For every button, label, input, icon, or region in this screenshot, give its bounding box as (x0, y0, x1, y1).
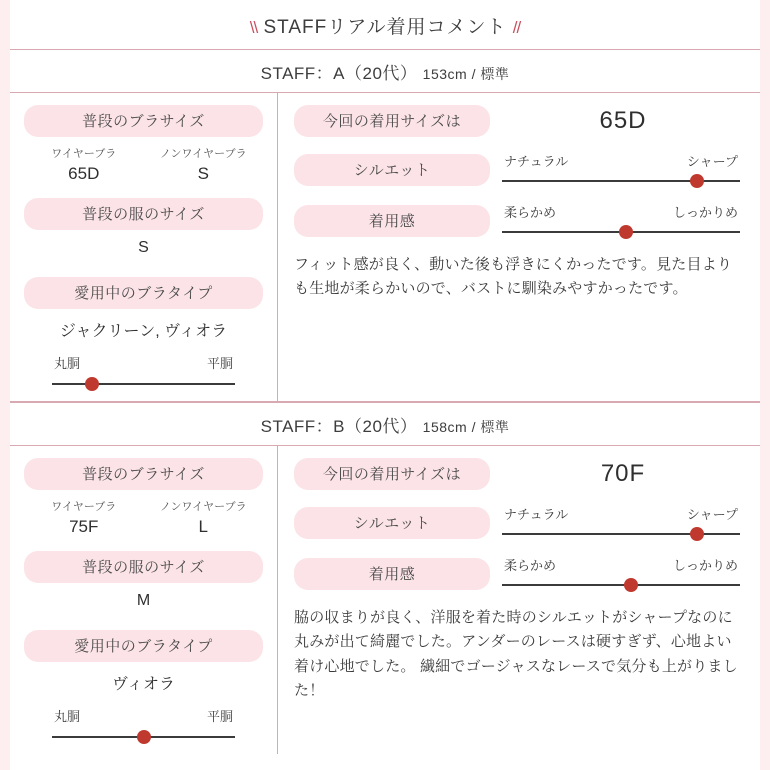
staff-a-comment: フィット感が良く、動いた後も浮きにくかったです。見た目よりも生地が柔らかいので、バストに馴染みやすかったです。 (294, 256, 733, 298)
staff-b-feel-slider (502, 555, 746, 592)
worn-size-label: 今回の着用サイズは (294, 105, 490, 137)
staff-a-clothes-size-value: S (138, 239, 149, 256)
staff-a-feel-row (294, 202, 746, 239)
staff-b-worn-size-row (294, 458, 746, 490)
staff-b-silhouette-row (294, 504, 746, 541)
silhouette-label: シルエット (294, 154, 490, 186)
flat-cup-label: 平胴 (206, 356, 233, 371)
firm-label: しっかりめ (672, 558, 738, 573)
staff-b-worn-size-value: 70F (600, 460, 646, 487)
staff-a-wired-bra-value: 65D (68, 164, 100, 183)
soft-label: 柔らかめ (504, 205, 557, 220)
slider-knob (137, 730, 151, 744)
slider-knob (690, 174, 704, 188)
wired-bra-label: ワイヤーブラ (51, 148, 117, 160)
staff-b-profile-column (10, 446, 278, 754)
staff-comment-card (10, 0, 760, 770)
favorite-bra-type-label: 愛用中のブラタイプ (24, 277, 263, 309)
staff-a-wireless-bra-value: S (197, 164, 209, 183)
worn-size-label: 今回の着用サイズは (294, 458, 490, 490)
page-title (10, 0, 760, 49)
staff-b-clothes-size-value: M (136, 592, 151, 609)
slider-knob (85, 377, 99, 391)
feel-label: 着用感 (294, 205, 490, 237)
slider-knob (690, 527, 704, 541)
staff-a-worn-size-value: 65D (599, 107, 647, 134)
round-cup-label: 丸胴 (54, 709, 81, 724)
slider-knob (619, 225, 633, 239)
staff-a-body (10, 93, 760, 401)
staff-a-silhouette-row (294, 151, 746, 188)
page-title-text: STAFFリアル着用コメント (263, 17, 507, 38)
staff-a-heading-name: STAFF：A（20代） (260, 64, 418, 83)
staff-b-body (10, 446, 760, 754)
staff-a-heading (10, 49, 760, 93)
slider-line (502, 533, 740, 535)
staff-a-heading-sub: 153cm / 標準 (422, 66, 510, 82)
natural-label: ナチュラル (504, 154, 569, 169)
slider-knob (624, 578, 638, 592)
staff-b-comment: 脇の収まりが良く、洋服を着た時のシルエットがシャープなのに丸みが出て綺麗でした。アンダーのレースは硬すぎず、心地よい着け心地でした。 繊細でゴージャスなレースで気分も上がりました！ (294, 609, 738, 699)
usual-bra-size-label: 普段のブラサイズ (24, 458, 263, 490)
favorite-bra-type-label: 愛用中のブラタイプ (24, 630, 263, 662)
staff-b-bra-size-values (24, 498, 263, 537)
staff-b-heading-name: STAFF：B（20代） (260, 417, 418, 436)
wireless-bra-label: ノンワイヤーブラ (159, 148, 247, 160)
feel-label: 着用感 (294, 558, 490, 590)
staff-a-cup-shape-slider (24, 353, 263, 391)
wired-bra-label: ワイヤーブラ (51, 501, 117, 513)
staff-b-silhouette-slider (502, 504, 746, 541)
round-cup-label: 丸胴 (54, 356, 81, 371)
flat-cup-label: 平胴 (206, 709, 233, 724)
slider-line (502, 180, 740, 182)
natural-label: ナチュラル (504, 507, 569, 522)
staff-a-detail-column (278, 93, 760, 401)
staff-a-bra-size-values (24, 145, 263, 184)
soft-label: 柔らかめ (504, 558, 557, 573)
staff-a-bra-type-value: ジャクリーン, ヴィオラ (59, 323, 228, 340)
staff-a-worn-size-row (294, 105, 746, 137)
staff-b-feel-row (294, 555, 746, 592)
sharp-label: シャープ (686, 507, 738, 522)
staff-b-bra-type-value: ヴィオラ (111, 676, 176, 693)
staff-b-wired-bra-value: 75F (69, 517, 99, 536)
staff-b-heading (10, 403, 760, 446)
firm-label: しっかりめ (672, 205, 738, 220)
staff-b-wireless-bra-value: L (198, 517, 208, 536)
slash-right-decoration: // (512, 18, 521, 37)
slider-line (52, 383, 235, 385)
usual-clothes-size-label: 普段の服のサイズ (24, 551, 263, 583)
staff-a-profile-column (10, 93, 278, 401)
usual-bra-size-label: 普段のブラサイズ (24, 105, 263, 137)
slider-line (502, 584, 740, 586)
sharp-label: シャープ (686, 154, 738, 169)
slash-left-decoration: \\ (249, 18, 258, 37)
usual-clothes-size-label: 普段の服のサイズ (24, 198, 263, 230)
silhouette-label: シルエット (294, 507, 490, 539)
staff-a-silhouette-slider (502, 151, 746, 188)
staff-b-cup-shape-slider (24, 706, 263, 744)
staff-b-detail-column (278, 446, 760, 754)
staff-a-feel-slider (502, 202, 746, 239)
staff-b-heading-sub: 158cm / 標準 (422, 419, 510, 435)
wireless-bra-label: ノンワイヤーブラ (159, 501, 247, 513)
